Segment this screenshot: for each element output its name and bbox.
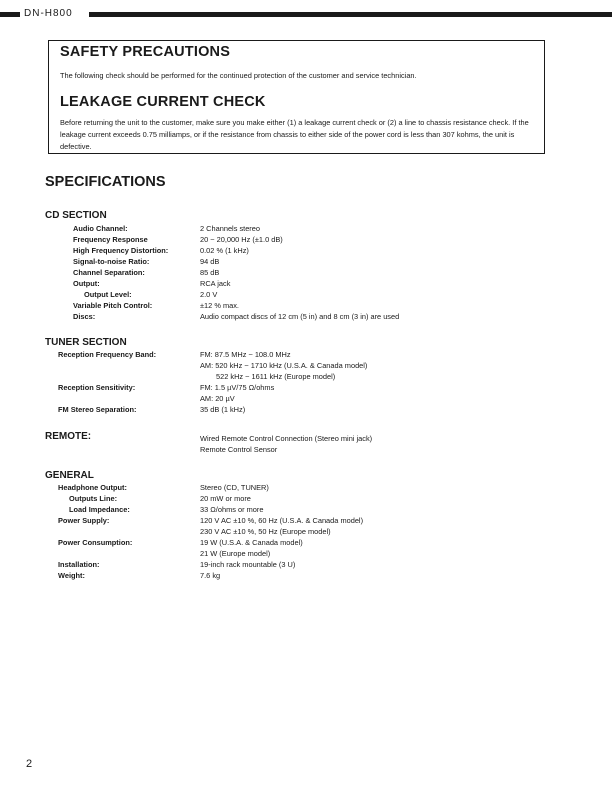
spec-label: Variable Pitch Control: [73, 301, 153, 310]
spec-label: Load Impedance: [69, 505, 130, 514]
tuner-section-title: TUNER SECTION [45, 337, 127, 348]
spec-label: Channel Separation: [73, 268, 145, 277]
spec-value: 19-inch rack mountable (3 U) [200, 560, 296, 569]
spec-label: Headphone Output: [58, 483, 127, 492]
cd-section-title: CD SECTION [45, 210, 107, 221]
spec-label: Discs: [73, 312, 96, 321]
spec-value: 230 V AC ±10 %, 50 Hz (Europe model) [200, 527, 331, 536]
spec-label: High Frequency Distortion: [73, 246, 169, 255]
spec-value: AM: 520 kHz ~ 1710 kHz (U.S.A. & Canada model) [200, 361, 368, 370]
spec-label: Audio Channel: [73, 224, 128, 233]
spec-label: Signal-to-noise Ratio: [73, 257, 150, 266]
safety-precautions-box [48, 40, 545, 154]
spec-value: FM: 87.5 MHz ~ 108.0 MHz [200, 350, 291, 359]
leakage-title: LEAKAGE CURRENT CHECK [60, 94, 266, 110]
spec-value: AM: 20 µV [200, 394, 235, 403]
spec-value: 85 dB [200, 268, 220, 277]
leakage-text: Before returning the unit to the customer, make sure you make either (1) a leakage current check or (2) a line to chassis resistance check. If the leakage current exceeds 0.75 milliamps, or if the resistance from chassis to either side of the power cord is less than 307 kohms, the unit is defective. [60, 118, 529, 151]
spec-value: Audio compact discs of 12 cm (5 in) and 8 cm (3 in) are used [200, 312, 400, 321]
remote-section-title: REMOTE: [45, 431, 92, 442]
safety-text: The following check should be performed for the continued protection of the customer and service technician. [60, 71, 417, 80]
spec-value: 120 V AC ±10 %, 60 Hz (U.S.A. & Canada model) [200, 516, 364, 525]
spec-label: Output Level: [84, 290, 132, 299]
spec-label: Frequency Response [73, 235, 148, 244]
spec-value: 33 Ω/ohms or more [200, 505, 264, 514]
spec-value: 2.0 V [200, 290, 218, 299]
spec-value: 7.6 kg [200, 571, 221, 580]
spec-value: 20 mW or more [200, 494, 251, 503]
spec-label: Outputs Line: [69, 494, 118, 503]
spec-value: 35 dB (1 kHz) [200, 405, 246, 414]
spec-label: Reception Sensitivity: [58, 383, 136, 392]
header-lead-bar [0, 12, 20, 17]
spec-value: 94 dB [200, 257, 220, 266]
spec-value: Stereo (CD, TUNER) [200, 483, 269, 492]
spec-value: ±12 % max. [200, 301, 239, 310]
spec-value: 21 W (Europe model) [200, 549, 271, 558]
specifications-title: SPECIFICATIONS [45, 174, 166, 190]
header-rule [89, 12, 612, 17]
spec-value: 522 kHz ~ 1611 kHz (Europe model) [216, 372, 336, 381]
spec-value: FM: 1.5 µV/75 Ω/ohms [200, 383, 275, 392]
model-name: DN-H800 [24, 8, 73, 19]
safety-title: SAFETY PRECAUTIONS [60, 44, 231, 60]
spec-label: Weight: [58, 571, 85, 580]
spec-label: Reception Frequency Band: [58, 350, 157, 359]
spec-value: 19 W (U.S.A. & Canada model) [200, 538, 303, 547]
spec-value: 20 ~ 20,000 Hz (±1.0 dB) [200, 235, 283, 244]
spec-value: Remote Control Sensor [200, 445, 278, 454]
spec-label: Output: [73, 279, 100, 288]
page-number: 2 [26, 758, 33, 770]
spec-label: Power Supply: [58, 516, 110, 525]
general-section-title: GENERAL [45, 470, 94, 481]
spec-label: FM Stereo Separation: [58, 405, 137, 414]
spec-label: Installation: [58, 560, 100, 569]
spec-value: 0.02 % (1 kHz) [200, 246, 249, 255]
spec-value: Wired Remote Control Connection (Stereo mini jack) [200, 434, 373, 443]
spec-value: RCA jack [200, 279, 231, 288]
page-header [0, 9, 612, 20]
spec-label: Power Consumption: [58, 538, 133, 547]
spec-value: 2 Channels stereo [200, 224, 260, 233]
